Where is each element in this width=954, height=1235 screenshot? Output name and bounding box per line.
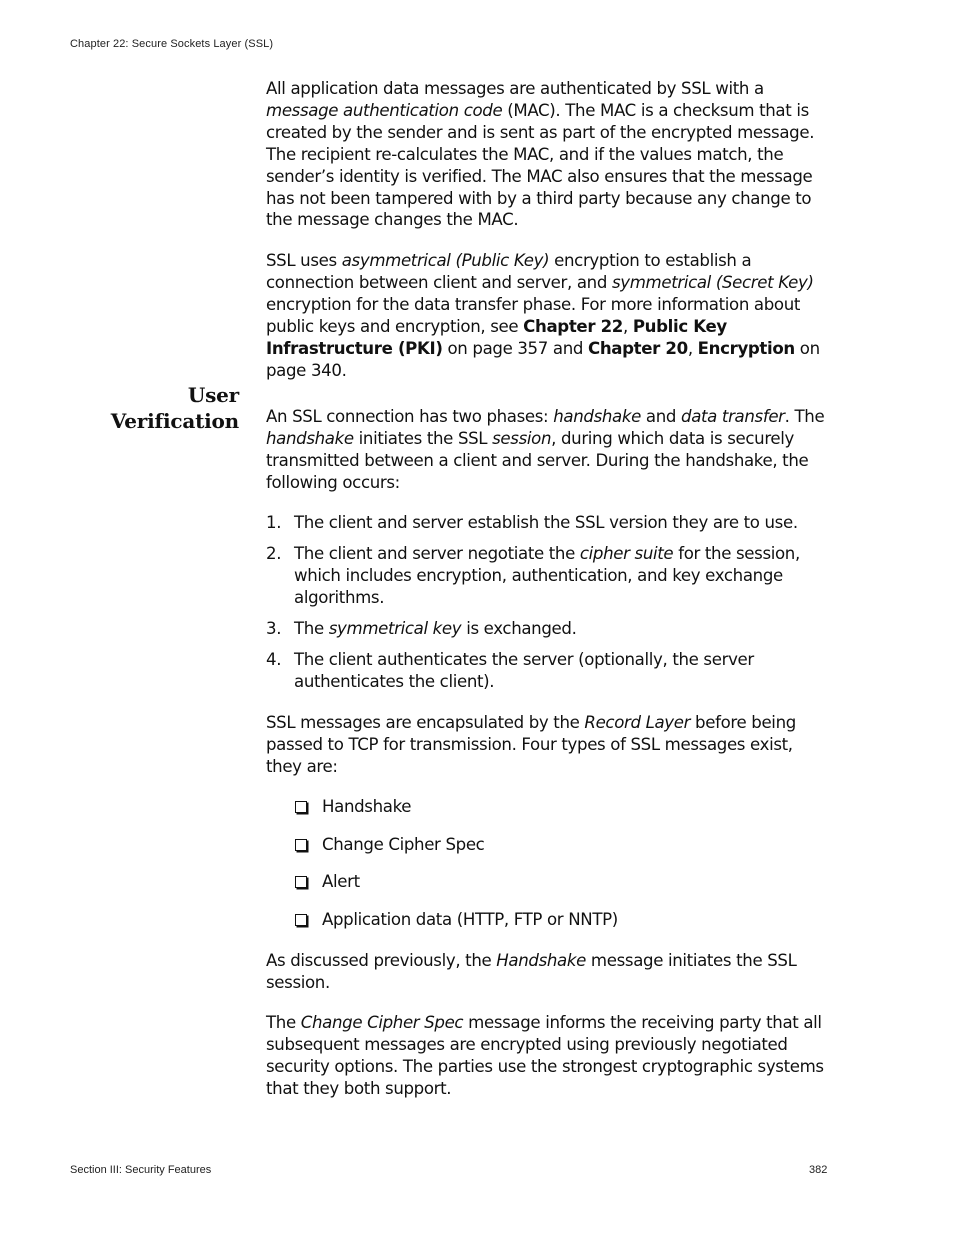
checkbox-bullet-icon	[295, 876, 307, 888]
paragraph-change-cipher-spec: The Change Cipher Spec message informs the receiving party that all subsequent messages are encrypted using previously negotiated security options. The parties use the strongest cryptographic systems that they both support.	[266, 1013, 824, 1099]
list-item: 2. The client and server negotiate the cipher suite for the session, which includes encryption, authentication, and key exchange algorithms.	[266, 544, 800, 608]
running-footer: Section III: Security Features	[70, 1164, 212, 1176]
body-column	[266, 78, 828, 1100]
paragraph-keys: SSL uses asymmetrical (Public Key) encryption to establish a connection between client and server, and symmetrical (Secret Key) encryption for the data transfer phase. For more information about public keys and encryption, see Chapter 22, Public Key Infrastructure (PKI) on page 357 and Chapter 20, Encryption on page 340.	[266, 251, 820, 380]
xref-chapter-22[interactable]: Chapter 22	[523, 317, 623, 337]
list-item: Alert	[266, 871, 828, 893]
page-number: 382	[809, 1164, 828, 1176]
list-item: Handshake	[266, 796, 828, 818]
term-mac: message authentication code	[266, 100, 503, 120]
list-number: 4.	[266, 649, 282, 669]
paragraph-handshake: As discussed previously, the Handshake message initiates the SSL session.	[266, 950, 797, 992]
section-heading-line2: Verification	[110, 409, 239, 433]
list-number: 1.	[266, 513, 282, 533]
xref-chapter-20[interactable]: Chapter 20	[588, 338, 688, 358]
section-heading	[111, 382, 239, 434]
list-item: 3. The symmetrical key is exchanged.	[266, 619, 577, 639]
section-heading-line1: User	[187, 383, 239, 407]
list-number: 2.	[266, 544, 282, 564]
checkbox-bullet-icon	[295, 801, 307, 813]
running-header: Chapter 22: Secure Sockets Layer (SSL)	[70, 38, 274, 50]
term-asymmetrical: asymmetrical (Public Key)	[341, 251, 550, 271]
list-number: 3.	[266, 619, 282, 639]
paragraph-phases: An SSL connection has two phases: handshake and data transfer. The handshake initiates the SSL session, during which data is securely transmitted between a client and server. During the handshake, the following occurs:	[266, 406, 825, 492]
xref-encryption[interactable]: Encryption	[697, 338, 795, 358]
checkbox-bullet-icon	[295, 839, 307, 851]
paragraph-record-layer: SSL messages are encapsulated by the Record Layer before being passed to TCP for transmission. Four types of SSL messages exist, they are:	[266, 712, 796, 776]
checkbox-bullet-icon	[295, 914, 307, 926]
paragraph-mac: All application data messages are authenticated by SSL with a message authentication code (MAC). The MAC is a checksum that is created by the sender and is sent as part of the encrypted message. The recipient re-calculates the MAC, and if the values match, the sender’s identity is verified. The MAC also ensures that the message has not been tampered with by a third party because any change to the message changes the MAC.	[266, 79, 815, 230]
list-item: Change Cipher Spec	[266, 834, 828, 856]
xref-pki[interactable]: Public Key Infrastructure (PKI)	[266, 317, 727, 358]
term-symmetrical: symmetrical (Secret Key)	[611, 273, 814, 293]
list-item: 4. The client authenticates the server (optionally, the server authenticates the client).	[266, 649, 754, 691]
list-item: 1. The client and server establish the SSL version they are to use.	[266, 513, 798, 533]
message-types-list	[266, 796, 828, 930]
handshake-steps-list	[266, 512, 828, 692]
list-item: Application data (HTTP, FTP or NNTP)	[266, 909, 828, 931]
